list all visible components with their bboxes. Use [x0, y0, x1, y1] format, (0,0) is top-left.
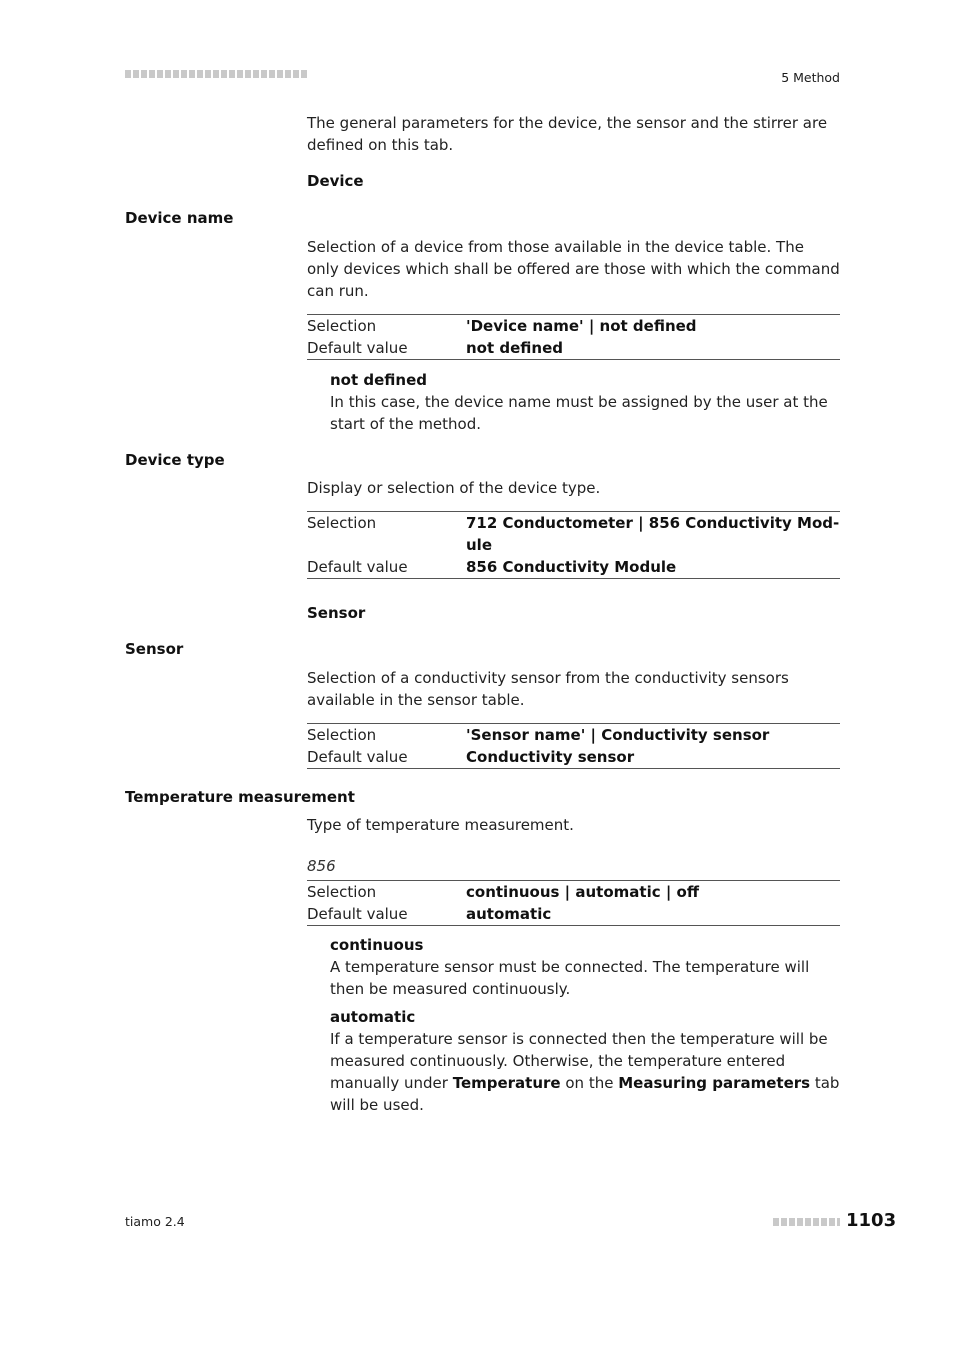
default-label: Default value	[307, 558, 408, 576]
table-row	[307, 512, 840, 556]
table-row	[307, 746, 840, 768]
table-row	[307, 315, 840, 337]
table-row	[307, 724, 840, 746]
default-label: Default value	[307, 339, 408, 357]
header-chapter: 5 Method	[781, 70, 840, 85]
device-variant-label: 856	[307, 857, 336, 875]
selection-value: 'Device name' | not defined	[466, 317, 697, 335]
device-type-table	[307, 511, 840, 579]
default-label: Default value	[307, 905, 408, 923]
table-row	[307, 903, 840, 925]
selection-label: Selection	[307, 726, 377, 744]
selection-value: 'Sensor name' | Conductivity sensor	[466, 726, 770, 744]
ref-temperature: Temperature	[452, 1074, 561, 1092]
option-text: In this case, the device name must be assigned by the user at the start of the method.	[330, 393, 828, 433]
page-number: 1103	[846, 1210, 897, 1231]
heading-sensor: Sensor	[125, 640, 184, 658]
option-text	[330, 1030, 839, 1114]
section-heading-device: Device	[307, 172, 364, 190]
default-value: not defined	[466, 339, 563, 357]
default-value: Conductivity sensor	[466, 748, 635, 766]
selection-value: continuous | automatic | off	[466, 883, 699, 901]
selection-label: Selection	[307, 317, 377, 335]
sensor-table	[307, 723, 840, 769]
selection-value: 712 Conductometer | 856 Conductivity Mod-ule	[466, 514, 840, 554]
device-name-table	[307, 314, 840, 360]
heading-device-type: Device type	[125, 451, 225, 469]
default-label: Default value	[307, 748, 408, 766]
heading-temperature-measurement: Temperature measurement	[125, 788, 355, 806]
option-text-part: tab will be used.	[330, 1074, 840, 1114]
temperature-table	[307, 880, 840, 926]
footer-decoration	[773, 1218, 840, 1226]
temperature-description: Type of temperature measurement.	[307, 816, 574, 834]
selection-label: Selection	[307, 883, 377, 901]
option-not-defined	[330, 369, 840, 435]
table-row	[307, 556, 840, 578]
device-name-description: Selection of a device from those available in the device table. The only devices which shall be offered are those with which the command can run.	[307, 238, 840, 300]
table-row	[307, 337, 840, 359]
default-value: 856 Conductivity Module	[466, 558, 677, 576]
header-decoration	[125, 70, 307, 78]
option-text-part: If a temperature sensor is connected then the temperature will be measured continuously. Otherwise, the temperature entered manually under	[330, 1030, 828, 1092]
option-text: A temperature sensor must be connected. The temperature will then be measured continuously.	[330, 958, 810, 998]
ref-measuring-parameters: Measuring parameters	[618, 1074, 811, 1092]
option-automatic	[330, 1006, 840, 1116]
device-type-description: Display or selection of the device type.	[307, 479, 601, 497]
sensor-description: Selection of a conductivity sensor from the conductivity sensors available in the sensor table.	[307, 669, 789, 709]
option-title: automatic	[330, 1008, 416, 1026]
heading-device-name: Device name	[125, 209, 234, 227]
option-title: continuous	[330, 936, 424, 954]
option-text-part: on the	[560, 1074, 619, 1092]
intro-paragraph: The general parameters for the device, the sensor and the stirrer are defined on this tab.	[307, 114, 828, 154]
section-heading-sensor: Sensor	[307, 604, 366, 622]
default-value: automatic	[466, 905, 552, 923]
selection-label: Selection	[307, 514, 377, 532]
option-continuous	[330, 934, 840, 1000]
table-row	[307, 881, 840, 903]
option-title: not defined	[330, 371, 427, 389]
footer-product: tiamo 2.4	[125, 1214, 185, 1229]
